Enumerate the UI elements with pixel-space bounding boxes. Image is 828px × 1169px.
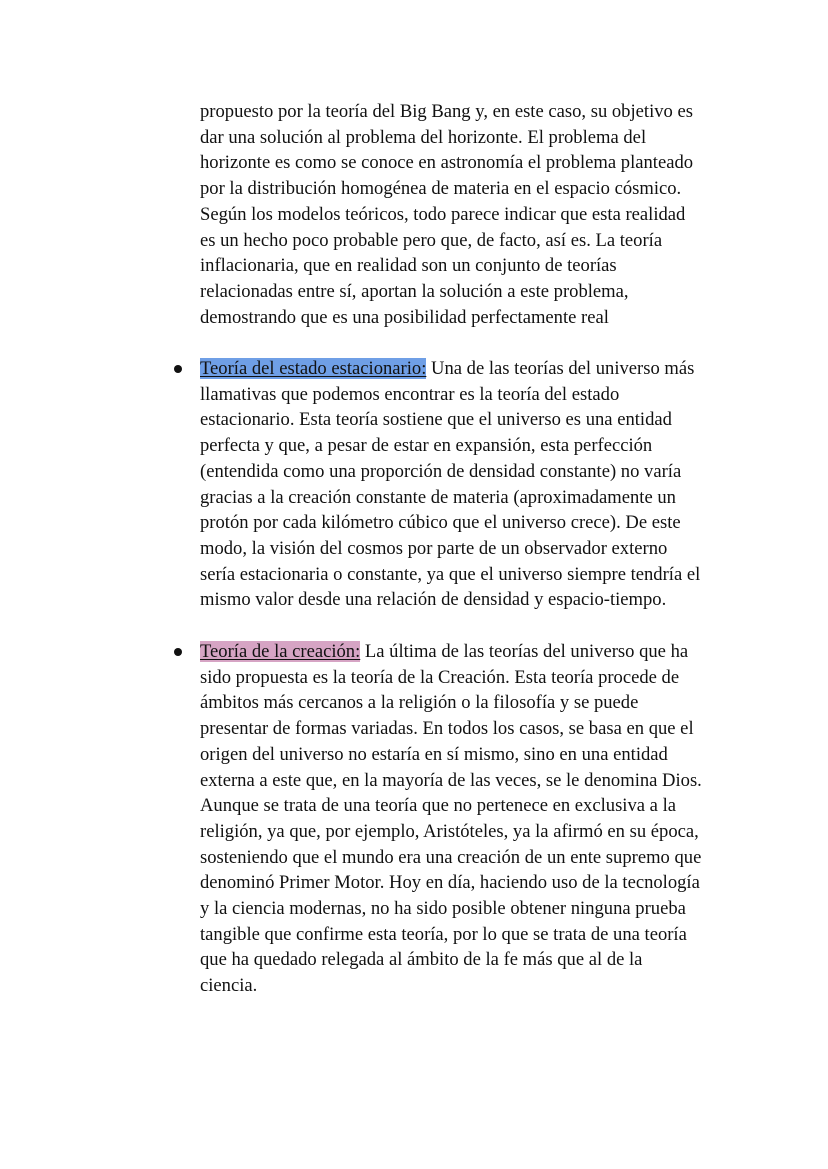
intro-line: es un hecho poco probable pero que, de facto, así es. La teoría xyxy=(200,229,663,251)
intro-line: por la distribución homogénea de materia en el espacio cósmico. xyxy=(200,178,682,200)
bullet-line: tangible que confirme esta teoría, por lo que se trata de una teoría xyxy=(200,923,687,945)
intro-paragraph xyxy=(200,99,745,330)
bullet-line: mismo valor desde una relación de densidad y espacio-tiempo. xyxy=(200,589,667,611)
bullet-line: estacionario. Esta teoría sostiene que el universo es una entidad xyxy=(200,409,672,431)
bullet-line: que ha quedado relegada al ámbito de la fe más que al de la xyxy=(200,949,643,971)
bullet-line: protón por cada kilómetro cúbico que el universo crece). De este xyxy=(200,512,681,534)
bullet-line: y la ciencia modernas, no ha sido posible obtener ninguna prueba xyxy=(200,898,686,920)
bullet-line: presentar de formas variadas. En todos los casos, se basa en que el xyxy=(200,718,694,740)
bullet-line: perfecta y que, a pesar de estar en expansión, esta perfección xyxy=(200,435,653,457)
bullet-line: sería estacionaria o constante, ya que el universo siempre tendría el xyxy=(200,563,701,585)
intro-line: relacionadas entre sí, aportan la solución a este problema, xyxy=(200,280,629,302)
bullet-line: religión, ya que, por ejemplo, Aristóteles, ya la afirmó en su época, xyxy=(200,820,699,842)
bullet-line: externa a este que, en la mayoría de las veces, se le denomina Dios. xyxy=(200,769,702,791)
bullet-creation-theory xyxy=(200,639,745,999)
bullet-line: (entendida como una proporción de densidad constante) no varía xyxy=(200,460,682,482)
bullet-first-line-text: Una de las teorías del universo más xyxy=(426,358,695,379)
bullet-first-line xyxy=(200,356,745,382)
bullet-first-line-text: La última de las teorías del universo que ha xyxy=(360,641,689,662)
bullet-line: sido propuesta es la teoría de la Creación. Esta teoría procede de xyxy=(200,666,680,688)
intro-line: Según los modelos teóricos, todo parece indicar que esta realidad xyxy=(200,203,686,225)
bullet-dot-icon xyxy=(174,365,182,373)
bullet-line: sosteniendo que el mundo era una creación de un ente supremo que xyxy=(200,846,702,868)
bullet-line: origen del universo no estaría en sí mismo, sino en una entidad xyxy=(200,743,668,765)
bullet-line: denominó Primer Motor. Hoy en día, haciendo uso de la tecnología xyxy=(200,872,700,894)
bullet-line: llamativas que podemos encontrar es la teoría del estado xyxy=(200,383,620,405)
intro-line: dar una solución al problema del horizonte. El problema del xyxy=(200,126,647,148)
bullet-first-line xyxy=(200,639,745,665)
intro-line: horizonte es como se conoce en astronomía el problema planteado xyxy=(200,152,694,174)
intro-line: demostrando que es una posibilidad perfectamente real xyxy=(200,306,609,328)
term-creation-theory: Teoría de la creación: xyxy=(200,641,361,662)
bullet-line: Aunque se trata de una teoría que no pertenece en exclusiva a la xyxy=(200,795,676,817)
bullet-line: ámbitos más cercanos a la religión o la filosofía y se puede xyxy=(200,692,639,714)
bullet-line: gracias a la creación constante de materia (aproximadamente un xyxy=(200,486,676,508)
bullet-steady-state-theory xyxy=(200,356,745,613)
intro-line: inflacionaria, que en realidad son un conjunto de teorías xyxy=(200,255,617,277)
term-steady-state-theory: Teoría del estado estacionario: xyxy=(200,358,427,379)
intro-line: propuesto por la teoría del Big Bang y, en este caso, su objetivo es xyxy=(200,101,693,122)
bullet-line: ciencia. xyxy=(200,975,258,997)
bullet-line: modo, la visión del cosmos por parte de un observador externo xyxy=(200,537,668,559)
bullet-dot-icon xyxy=(174,648,182,656)
